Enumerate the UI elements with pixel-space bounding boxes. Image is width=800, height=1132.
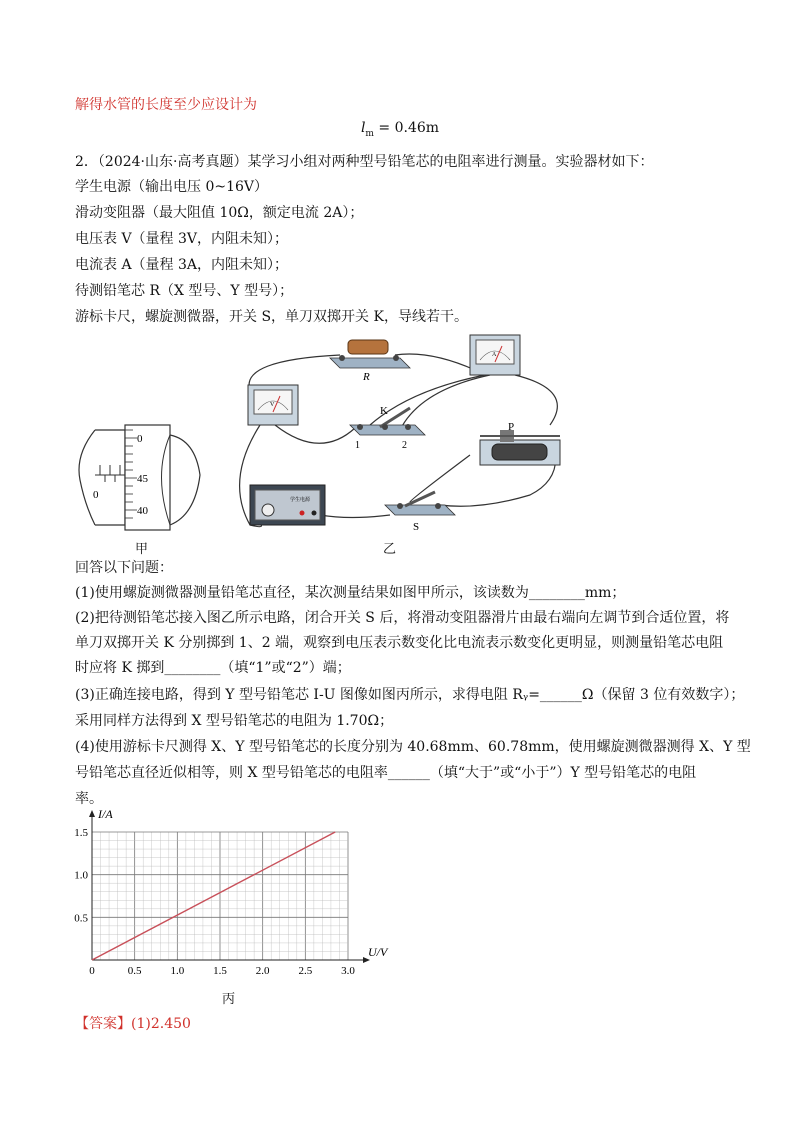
chart-series	[92, 832, 335, 960]
power-supply-label: 学生电源	[290, 498, 311, 503]
equip-1: 学生电源（输出电压 0~16V）	[75, 179, 269, 195]
y-tick-label: 1.5	[74, 827, 88, 839]
equip-2: 滑动变阻器（最大阻值 10Ω，额定电流 2A）；	[75, 205, 364, 221]
label-r: R	[363, 371, 370, 383]
voltmeter-label: V	[270, 402, 275, 408]
figure-bing-caption: 丙	[222, 992, 236, 1007]
figure-yi-caption: 乙	[383, 542, 397, 557]
equip-3: 电压表 V（量程 3V，内阻未知）；	[75, 231, 289, 247]
thimble-label-45: 45	[137, 473, 148, 485]
question-2-line-2: 单刀双掷开关 K 分别掷到 1、2 端，观察到电压表示数变化比电流表示数变化更明显，则测量铅笔芯电阻	[75, 635, 724, 651]
question-3-line-1: (3)正确连接电路，得到 Y 型号铅笔芯 I-U 图像如图丙所示，求得电阻 Rᵧ=______Ω（保留 3 位有效数字）；	[75, 687, 745, 703]
question-2-line-1: (2)把待测铅笔芯接入图乙所示电路，闭合开关 S 后，将滑动变阻器滑片由最右端向左调节到合适位置，将	[75, 610, 730, 626]
x-tick-label: 0	[89, 965, 95, 977]
chart-grid	[92, 832, 348, 960]
y-axis-label: I/A	[98, 807, 113, 821]
micrometer-figure	[75, 420, 215, 540]
circuit-figure	[230, 330, 590, 540]
answer-label: 【答案】	[75, 1016, 131, 1032]
formula	[0, 120, 800, 139]
question-header	[75, 152, 653, 172]
equip-5: 待测铅笔芯 R（X 型号、Y 型号）；	[75, 283, 294, 299]
answer-intro: 回答以下问题：	[75, 560, 173, 576]
figure-jia-caption: 甲	[135, 542, 149, 557]
question-4-line-3: 率。	[75, 791, 103, 807]
formula-l: l	[360, 120, 366, 136]
label-k: K	[380, 405, 388, 417]
x-tick-label: 0.5	[127, 965, 142, 977]
x-tick-label: 3.0	[341, 965, 355, 977]
question-number: 2．	[75, 154, 98, 170]
x-tick-label: 2.5	[298, 965, 313, 977]
label-p: P	[508, 421, 515, 433]
equip-6: 游标卡尺，螺旋测微器，开关 S，单刀双掷开关 K，导线若干。	[75, 309, 468, 325]
equip-4: 电流表 A（量程 3A，内阻未知）；	[75, 257, 289, 273]
formula-rest: = 0.46m	[373, 120, 440, 136]
question-4-line-1: (4)使用游标卡尺测得 X、Y 型号铅笔芯的长度分别为 40.68mm、60.78mm，使用螺旋测微器测得 X、Y 型	[75, 739, 751, 755]
label-s: S	[413, 521, 420, 533]
answer-line	[75, 1014, 191, 1034]
series-line	[92, 832, 335, 960]
y-tick-label: 0.5	[74, 912, 88, 925]
x-tick-label: 1.5	[213, 965, 227, 977]
x-tick-label: 2.0	[255, 965, 270, 977]
thimble-label-40: 40	[137, 505, 148, 517]
formula-sub: m	[365, 128, 374, 139]
ammeter-label: A	[492, 352, 497, 358]
chart-ticks	[74, 827, 355, 977]
x-axis-label: U/V	[368, 945, 388, 959]
iu-chart	[60, 805, 390, 1005]
label-2: 2	[402, 440, 407, 451]
answer-text: (1)2.450	[131, 1016, 191, 1032]
main-scale-zero: 0	[93, 489, 99, 501]
question-4-line-2: 号铅笔芯直径近似相等，则 X 型号铅笔芯的电阻率______（填“大于”或“小于”）Y 型号铅笔芯的电阻	[75, 765, 697, 781]
thimble-label-0: 0	[137, 433, 143, 445]
y-tick-label: 1.0	[74, 869, 88, 882]
question-3-line-2: 采用同样方法得到 X 型号铅笔芯的电阻为 1.70Ω；	[75, 713, 394, 729]
y-axis-arrow	[89, 810, 95, 817]
intro-red-line: 解得水管的长度至少应设计为	[75, 97, 257, 113]
question-source: （2024·山东·高考真题）某学习小组对两种型号铅笔芯的电阻率进行测量。实验器材如下：	[97, 154, 654, 170]
label-1: 1	[355, 440, 360, 451]
question-1: (1)使用螺旋测微器测量铅笔芯直径，某次测量结果如图甲所示，该读数为________mm；	[75, 585, 626, 601]
x-tick-label: 1.0	[170, 965, 185, 977]
question-2-line-3: 时应将 K 掷到________（填“1”或“2”）端；	[75, 660, 351, 676]
